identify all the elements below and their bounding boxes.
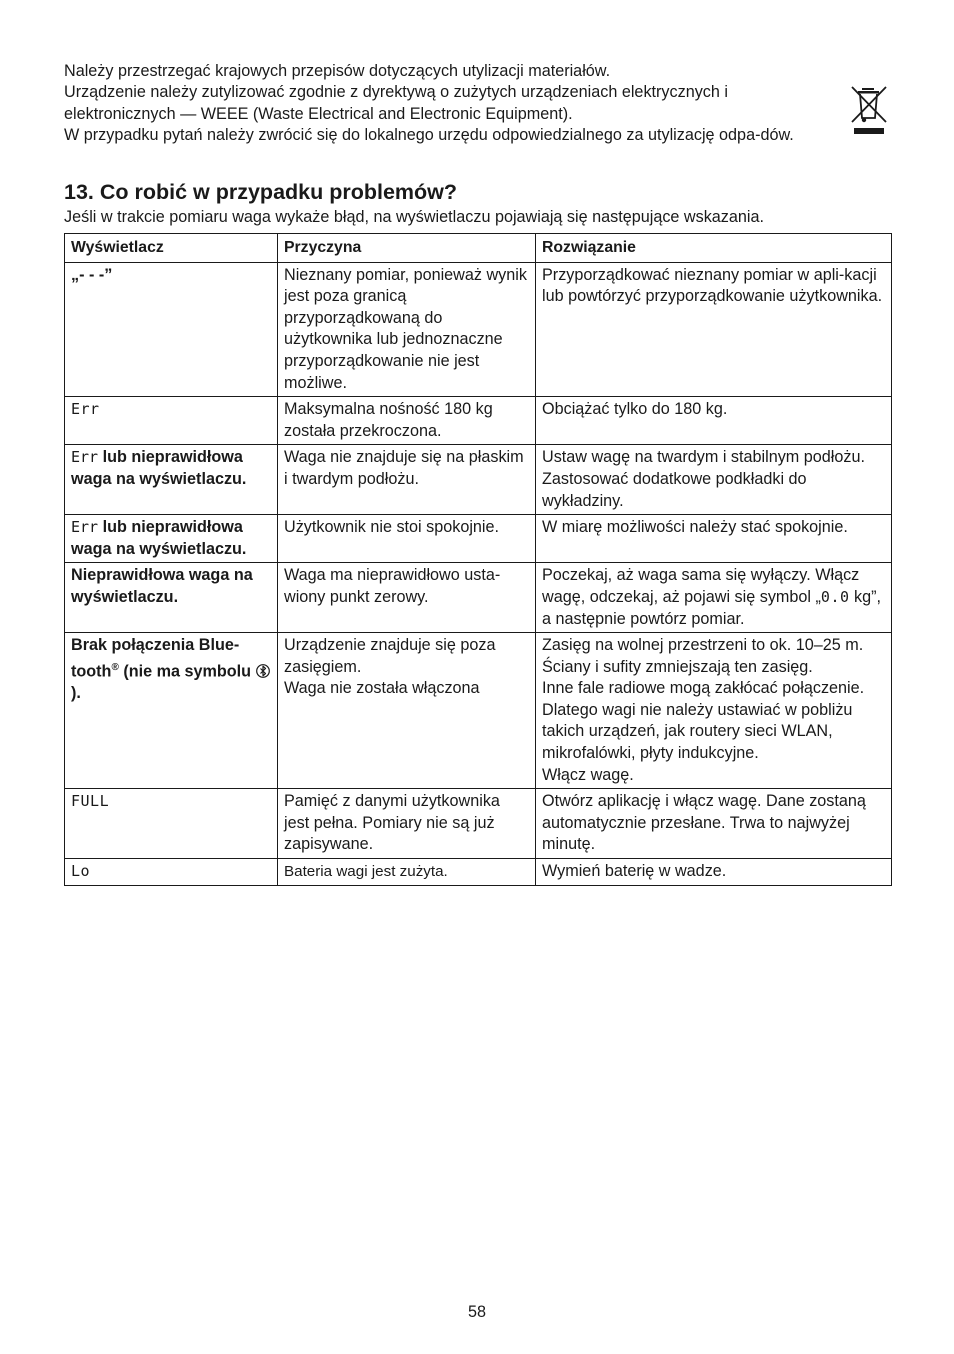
display-code-zero: 0.0 — [820, 587, 850, 606]
table-row — [65, 515, 892, 563]
display-cell: Nieprawidłowa waga na wyświetlaczu. — [65, 563, 278, 633]
solution-line: Inne fale radiowe mogą zakłócać połączenie. Dlatego wagi nie należy ustawiać w pobliżu takich urządzeń, jak routery sieci WLAN, mikrofalówki, płyty indukcyjne. — [542, 679, 865, 763]
display-cell — [65, 445, 278, 515]
cause-cell: Maksymalna nośność 180 kg została przekroczona. — [278, 397, 536, 445]
display-cell: „- - -” — [65, 262, 278, 397]
weee-bin-icon — [851, 85, 887, 135]
cause-line: Waga nie została włączona — [284, 679, 480, 698]
header-solution: Rozwiązanie — [536, 234, 892, 263]
solution-line: Ściany i sufity zmniejszają ten zasięg. — [542, 657, 813, 676]
display-text: lub nieprawidłowa waga na wyświetlaczu. — [71, 518, 247, 558]
registered-mark: ® — [111, 661, 119, 673]
table-row — [65, 397, 892, 445]
solution-cell — [536, 633, 892, 789]
display-text: (nie ma symbolu — [118, 662, 256, 681]
cause-cell: Bateria wagi jest zużyta. — [278, 859, 536, 886]
solution-line: Ustaw wagę na twardym i stabilnym podłożu. — [542, 448, 865, 467]
cause-cell: Nieznany pomiar, ponieważ wynik jest poza granicą przyporządkowaną do użytkownika lub jednoznaczne przyporządkowanie nie jest możliwe. — [278, 262, 536, 397]
solution-cell: Obciążać tylko do 180 kg. — [536, 397, 892, 445]
bluetooth-icon — [256, 663, 270, 679]
cause-cell: Waga nie znajduje się na płaskim i twardym podłożu. — [278, 445, 536, 515]
cause-cell — [278, 633, 536, 789]
intro-disposal: Należy przestrzegać krajowych przepisów dotyczących utylizacji materiałów. — [64, 62, 611, 80]
section-title: 13. Co robić w przypadku problemów? — [64, 180, 458, 204]
display-cell — [65, 789, 278, 859]
header-cause: Przyczyna — [278, 234, 536, 263]
display-text: Brak połączenia Blue-tooth — [71, 636, 240, 681]
cause-line: Urządzenie znajduje się poza zasięgiem. — [284, 636, 496, 676]
cause-cell: Użytkownik nie stoi spokojnie. — [278, 515, 536, 563]
intro-text — [64, 61, 829, 147]
display-code-err: Err — [71, 400, 100, 419]
display-cell — [65, 859, 278, 886]
table-row — [65, 633, 892, 789]
display-text: lub nieprawidłowa waga na wyświetlaczu. — [71, 448, 247, 488]
solution-cell: Wymień baterię w wadze. — [536, 859, 892, 886]
display-code-lo: Lo — [71, 862, 91, 881]
section-subtitle: Jeśli w trakcie pomiaru waga wykaże błąd, na wyświetlaczu pojawiają się następujące wskazania. — [64, 208, 764, 226]
solution-cell: W miarę możliwości należy stać spokojnie. — [536, 515, 892, 563]
table-row — [65, 563, 892, 633]
solution-line: Zastosować dodatkowe podkładki do wykładziny. — [542, 469, 807, 510]
solution-cell — [536, 563, 892, 633]
solution-text: kg”, a następnie powtórz pomiar. — [542, 587, 881, 628]
intro-contact: W przypadku pytań należy zwrócić się do lokalnego urzędu odpowiedzialnego za utylizację odpa-dów. — [64, 126, 794, 145]
solution-line: Włącz wagę. — [542, 765, 634, 784]
table-header-row — [65, 234, 892, 263]
display-cell — [65, 515, 278, 563]
display-cell — [65, 397, 278, 445]
troubleshooting-table — [64, 233, 892, 886]
table-row — [65, 859, 892, 886]
table-row — [65, 789, 892, 859]
solution-cell — [536, 445, 892, 515]
page-number: 58 — [467, 1303, 486, 1321]
display-text: ). — [71, 683, 81, 702]
cause-cell: Waga ma nieprawidłowo usta-wiony punkt zerowy. — [278, 563, 536, 633]
table-row — [65, 262, 892, 397]
solution-cell: Przyporządkować nieznany pomiar w apli-kacji lub powtórzyć przyporządkowanie użytkownika. — [536, 262, 892, 397]
solution-line: Zasięg na wolnej przestrzeni to ok. 10–25 m. — [542, 636, 864, 655]
table-row — [65, 445, 892, 515]
display-code-err: Err — [71, 448, 99, 467]
header-display: Wyświetlacz — [65, 234, 278, 263]
display-cell — [65, 633, 278, 789]
display-code-err: Err — [71, 518, 99, 537]
solution-text: Poczekaj, aż waga sama się wyłączy. Włącz wagę, odczekaj, aż pojawi się symbol „ — [542, 566, 860, 606]
intro-weee: Urządzenie należy zutylizować zgodnie z dyrektywą o zużytych urządzeniach elektrycznych i elektronicznych — WEEE (Waste Electrical and Electronic Equipment). — [64, 83, 728, 123]
solution-cell: Otwórz aplikację i włącz wagę. Dane zostaną automatycznie przesłane. Trwa to najwyżej minutę. — [536, 789, 892, 859]
display-code-full: FULL — [71, 792, 110, 811]
cause-cell: Pamięć z danymi użytkownika jest pełna. Pomiary nie są już zapisywane. — [278, 789, 536, 859]
